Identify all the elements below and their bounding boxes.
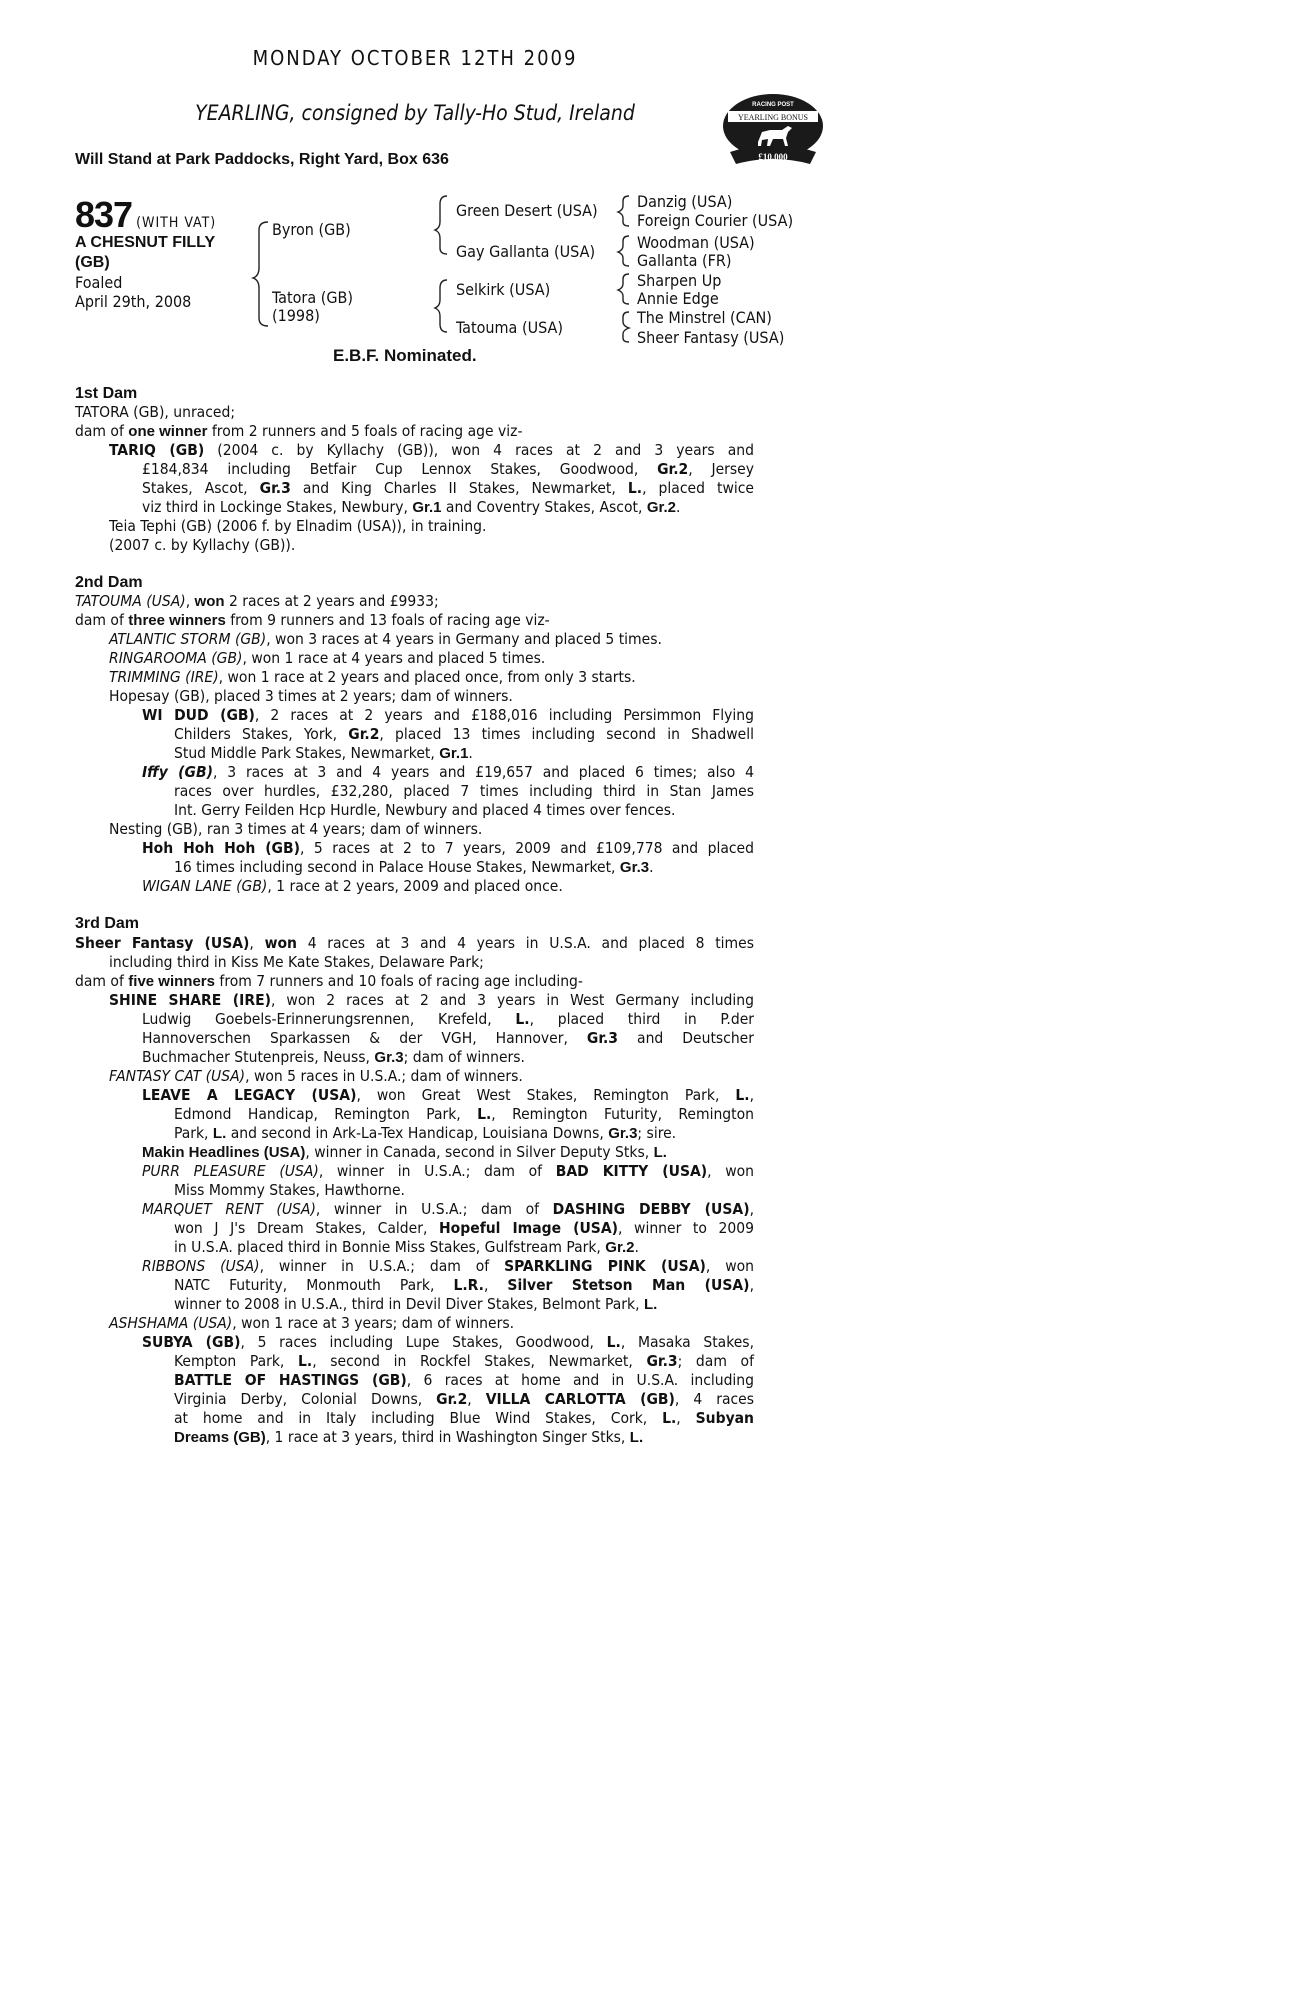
purr-pleasure-line2: Miss Mommy Stakes, Hawthorne. bbox=[174, 1181, 405, 1199]
makin-headlines-line: Makin Headlines (USA), winner in Canada, second in Silver Deputy Stks, L. bbox=[142, 1143, 667, 1161]
ringarooma-line: RINGAROOMA (GB), won 1 race at 4 years and placed 5 times. bbox=[109, 649, 546, 667]
wi-dud-line3: Stud Middle Park Stakes, Newmarket, Gr.1. bbox=[174, 744, 473, 762]
ped-sdd: Gallanta (FR) bbox=[637, 251, 732, 270]
third-dam-line1: Sheer Fantasy (USA), won 4 races at 3 and 4 years in U.S.A. and placed 8 times bbox=[75, 934, 754, 952]
ped-dss: Sharpen Up bbox=[637, 271, 722, 290]
subya-line2: Kempton Park, L., second in Rockfel Stakes, Newmarket, Gr.3; dam of bbox=[174, 1352, 754, 1370]
leave-a-legacy-line2: Edmond Handicap, Remington Park, L., Remington Futurity, Remington bbox=[174, 1105, 754, 1123]
third-dam-produce: dam of five winners from 7 runners and 10 foals of racing age including- bbox=[75, 972, 583, 990]
purr-pleasure-line1: PURR PLEASURE (USA), winner in U.S.A.; dam of BAD KITTY (USA), won bbox=[142, 1162, 754, 1180]
tariq-line2: £184,834 including Betfair Cup Lennox Stakes, Goodwood, Gr.2, Jersey bbox=[142, 460, 755, 478]
dam-dam: Tatouma (USA) bbox=[456, 318, 563, 337]
marquet-rent-line3: in U.S.A. placed third in Bonnie Miss Stakes, Gulfstream Park, Gr.2. bbox=[174, 1238, 639, 1256]
subya-line4: Virginia Derby, Colonial Downs, Gr.2, VILLA CARLOTTA (GB), 4 races bbox=[174, 1390, 755, 1408]
badge-top-text: RACING POST bbox=[752, 102, 794, 108]
ped-dsd: Annie Edge bbox=[637, 289, 719, 308]
ped-sss: Danzig (USA) bbox=[637, 192, 733, 211]
subya-line3: BATTLE OF HASTINGS (GB), 6 races at home and in U.S.A. including bbox=[174, 1371, 754, 1389]
wi-dud-line2: Childers Stakes, York, Gr.2, placed 13 times including second in Shadwell bbox=[174, 725, 754, 743]
marquet-rent-line1: MARQUET RENT (USA), winner in U.S.A.; dam of DASHING DEBBY (USA), bbox=[142, 1200, 754, 1218]
trimming-line: TRIMMING (IRE), won 1 race at 2 years and placed once, from only 3 starts. bbox=[109, 668, 636, 686]
first-dam-heading: 1st Dam bbox=[75, 385, 138, 402]
marquet-rent-line2: won J J's Dream Stakes, Calder, Hopeful Image (USA), winner to 2009 bbox=[174, 1219, 754, 1237]
consignor-line: YEARLING, consigned by Tally-Ho Stud, Ireland bbox=[195, 101, 635, 125]
vat-label: (WITH VAT) bbox=[136, 215, 217, 231]
shine-share-line4: Buchmacher Stutenpreis, Neuss, Gr.3; dam of winners. bbox=[142, 1048, 525, 1066]
foaled-date: April 29th, 2008 bbox=[75, 292, 192, 311]
shine-share-line3: Hannoverschen Sparkassen & der VGH, Hannover, Gr.3 and Deutscher bbox=[142, 1029, 754, 1047]
ribbons-line1: RIBBONS (USA), winner in U.S.A.; dam of SPARKLING PINK (USA), won bbox=[142, 1257, 754, 1275]
iffy-line1: Iffy (GB), 3 races at 3 and 4 years and £19,657 and placed 6 times; also 4 bbox=[142, 763, 754, 781]
third-dam-heading: 3rd Dam bbox=[75, 915, 140, 932]
ribbons-line3: winner to 2008 in U.S.A., third in Devil Diver Stakes, Belmont Park, L. bbox=[174, 1295, 658, 1313]
ped-dds: The Minstrel (CAN) bbox=[637, 308, 772, 327]
third-dam-line2: including third in Kiss Me Kate Stakes, Delaware Park; bbox=[109, 953, 484, 971]
sire-name: Byron (GB) bbox=[272, 220, 351, 239]
shine-share-line2: Ludwig Goebels-Erinnerungsrennen, Krefeld, L., placed third in P.der bbox=[142, 1010, 755, 1028]
second-dam-line: TATOUMA (USA), won 2 races at 2 years and £9933; bbox=[75, 592, 439, 610]
first-dam-line: TATORA (GB), unraced; bbox=[75, 403, 236, 421]
sire-dam: Gay Gallanta (USA) bbox=[456, 242, 596, 261]
horse-title-line1: A CHESNUT FILLY bbox=[75, 234, 216, 251]
ped-ddd: Sheer Fantasy (USA) bbox=[637, 328, 785, 347]
foaled-label: Foaled bbox=[75, 273, 123, 292]
dam-year: (1998) bbox=[272, 306, 320, 325]
ebf-nominated: E.B.F. Nominated. bbox=[333, 346, 477, 365]
wigan-lane-line: WIGAN LANE (GB), 1 race at 2 years, 2009 and placed once. bbox=[142, 877, 563, 895]
subya-line1: SUBYA (GB), 5 races including Lupe Stakes, Goodwood, L., Masaka Stakes, bbox=[142, 1333, 755, 1351]
iffy-line2: races over hurdles, £32,280, placed 7 times including third in Stan James bbox=[174, 782, 754, 800]
hoh-line1: Hoh Hoh Hoh (GB), 5 races at 2 to 7 years, 2009 and £109,778 and placed bbox=[142, 839, 754, 857]
badge-amount: £10,000 bbox=[758, 152, 788, 162]
wi-dud-line1: WI DUD (GB), 2 races at 2 years and £188,016 including Persimmon Flying bbox=[142, 706, 754, 724]
ashshama-line: ASHSHAMA (USA), won 1 race at 3 years; dam of winners. bbox=[109, 1314, 515, 1332]
dam-name: Tatora (GB) bbox=[272, 288, 353, 307]
second-dam-produce: dam of three winners from 9 runners and 13 foals of racing age viz- bbox=[75, 611, 550, 629]
stand-location: Will Stand at Park Paddocks, Right Yard, Box 636 bbox=[75, 151, 449, 168]
horse-title-line2: (GB) bbox=[75, 254, 110, 271]
leave-a-legacy-line1: LEAVE A LEGACY (USA), won Great West Stakes, Remington Park, L., bbox=[142, 1086, 754, 1104]
tariq-line1: TARIQ (GB) (2004 c. by Kyllachy (GB)), won 4 races at 2 and 3 years and bbox=[109, 441, 754, 459]
badge-mid-text: YEARLING BONUS bbox=[738, 113, 808, 122]
tariq-line4: viz third in Lockinge Stakes, Newbury, Gr.1 and Coventry Stakes, Ascot, Gr.2. bbox=[142, 498, 681, 516]
lot-number: 837 bbox=[75, 194, 133, 235]
subya-line5: at home and in Italy including Blue Wind Stakes, Cork, L., Subyan bbox=[174, 1409, 754, 1427]
leave-a-legacy-line3: Park, L. and second in Ark-La-Tex Handicap, Louisiana Downs, Gr.3; sire. bbox=[174, 1124, 677, 1142]
shine-share-line1: SHINE SHARE (IRE), won 2 races at 2 and 3 years in West Germany including bbox=[109, 991, 754, 1009]
atlantic-storm-line: ATLANTIC STORM (GB), won 3 races at 4 years in Germany and placed 5 times. bbox=[109, 630, 662, 648]
colt-2007-line: (2007 c. by Kyllachy (GB)). bbox=[109, 536, 296, 554]
ribbons-line2: NATC Futurity, Monmouth Park, L.R., Silver Stetson Man (USA), bbox=[174, 1276, 754, 1294]
first-dam-produce: dam of one winner from 2 runners and 5 foals of racing age viz- bbox=[75, 422, 523, 440]
ped-sds: Woodman (USA) bbox=[637, 233, 755, 252]
nesting-line: Nesting (GB), ran 3 times at 4 years; dam of winners. bbox=[109, 820, 483, 838]
tariq-line3: Stakes, Ascot, Gr.3 and King Charles II Stakes, Newmarket, L., placed twice bbox=[142, 479, 754, 497]
ped-ssd: Foreign Courier (USA) bbox=[637, 211, 794, 230]
sale-date: MONDAY OCTOBER 12TH 2009 bbox=[252, 46, 578, 70]
hoh-line2: 16 times including second in Palace House Stakes, Newmarket, Gr.3. bbox=[174, 858, 654, 876]
sire-sire: Green Desert (USA) bbox=[456, 201, 598, 220]
teia-tephi-line: Teia Tephi (GB) (2006 f. by Elnadim (USA)), in training. bbox=[109, 517, 487, 535]
hopesay-line: Hopesay (GB), placed 3 times at 2 years; dam of winners. bbox=[109, 687, 513, 705]
dam-sire: Selkirk (USA) bbox=[456, 280, 551, 299]
subya-line6: Dreams (GB), 1 race at 3 years, third in Washington Singer Stks, L. bbox=[174, 1428, 644, 1446]
iffy-line3: Int. Gerry Feilden Hcp Hurdle, Newbury and placed 4 times over fences. bbox=[174, 801, 676, 819]
fantasy-cat-line: FANTASY CAT (USA), won 5 races in U.S.A.; dam of winners. bbox=[109, 1067, 523, 1085]
second-dam-heading: 2nd Dam bbox=[75, 574, 143, 591]
